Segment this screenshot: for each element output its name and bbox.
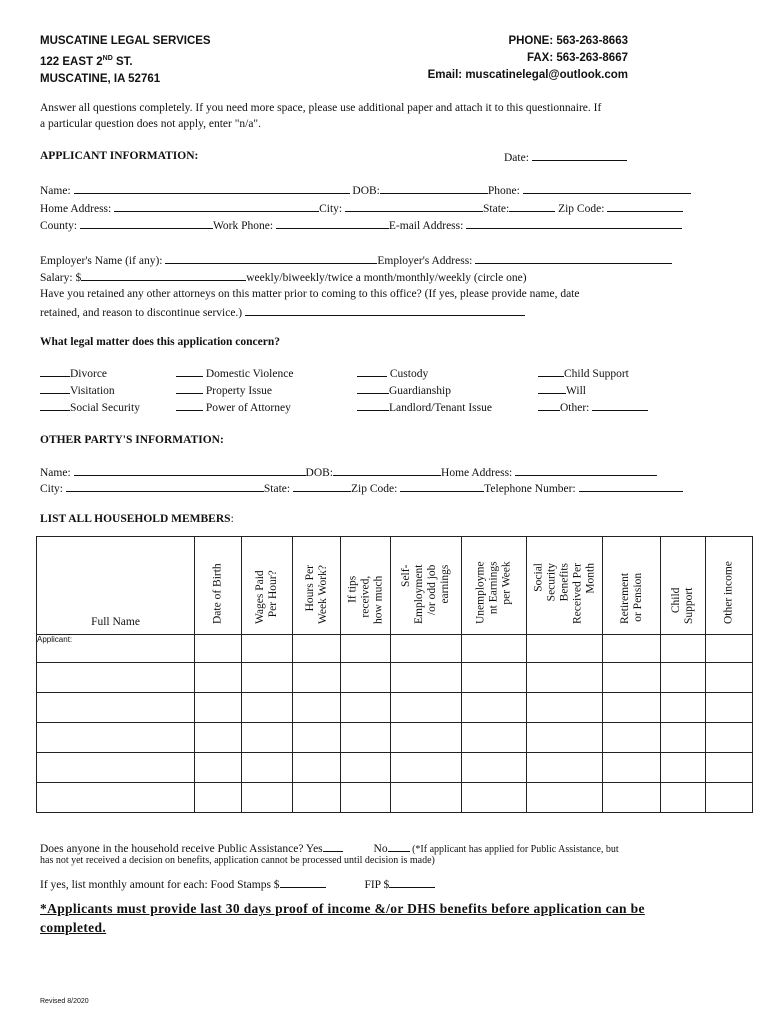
option-guardianship[interactable]: Guardianship xyxy=(357,383,492,400)
applicant-row3: County: Work Phone: E-mail Address: xyxy=(40,218,682,232)
employer-address-blank[interactable] xyxy=(475,253,672,264)
org-address-line1: 122 EAST 2ND ST. xyxy=(40,55,133,68)
employer-name-blank[interactable] xyxy=(165,253,377,264)
assistance-amounts: If yes, list monthly amount for each: Food Stamps $ FIP $ xyxy=(40,877,435,891)
applicant-row1: Name: DOB: Phone: xyxy=(40,183,691,197)
assistance-line1: Does anyone in the household receive Public Assistance? Yes No (*If applicant has applied for Public Assistance, but xyxy=(40,843,619,855)
assistance-no-blank[interactable] xyxy=(388,841,410,852)
org-fax: FAX: 563-263-8667 xyxy=(526,52,628,64)
option-child-support[interactable]: Child Support xyxy=(538,366,648,383)
legal-col2 xyxy=(176,366,293,417)
table-row xyxy=(37,783,753,813)
table-row xyxy=(37,753,753,783)
col-child-support: Child Support xyxy=(661,537,706,635)
assistance-line2: has not yet received a decision on benefits, application cannot be processed until decision is made) xyxy=(40,855,435,866)
dob-blank[interactable] xyxy=(380,183,488,194)
date-blank[interactable] xyxy=(532,150,627,161)
household-heading: LIST ALL HOUSEHOLD MEMBERS: xyxy=(40,513,234,525)
option-visitation[interactable]: Visitation xyxy=(40,383,140,400)
applicant-row2: Home Address: City: State: Zip Code: xyxy=(40,201,683,215)
table-row xyxy=(37,693,753,723)
county-blank[interactable] xyxy=(80,218,213,229)
applicant-label[interactable]: Applicant: xyxy=(37,635,195,663)
option-landlord-tenant[interactable]: Landlord/Tenant Issue xyxy=(357,400,492,417)
intro-line1: Answer all questions completely. If you need more space, please use additional paper and attach it to this questionnaire. If xyxy=(40,102,602,114)
applicant-heading: APPLICANT INFORMATION: xyxy=(40,150,199,162)
org-email: Email: muscatinelegal@outlook.com xyxy=(427,69,628,81)
other-blank[interactable] xyxy=(592,400,648,411)
phone-blank[interactable] xyxy=(523,183,691,194)
option-property-issue[interactable]: Property Issue xyxy=(176,383,293,400)
other-address-blank[interactable] xyxy=(515,465,657,476)
home-address-blank[interactable] xyxy=(114,201,319,212)
option-power-of-attorney[interactable]: Power of Attorney xyxy=(176,400,293,417)
food-stamps-blank[interactable] xyxy=(280,877,326,888)
work-phone-blank[interactable] xyxy=(276,218,389,229)
city-blank[interactable] xyxy=(345,201,483,212)
name-blank[interactable] xyxy=(74,183,350,194)
option-custody[interactable]: Custody xyxy=(357,366,492,383)
zip-blank[interactable] xyxy=(607,201,683,212)
date-field[interactable]: Date: xyxy=(504,150,627,164)
option-other[interactable]: Other: xyxy=(538,400,648,417)
other-city-blank[interactable] xyxy=(66,481,264,492)
col-other-income: Other income xyxy=(706,537,753,635)
table-row xyxy=(37,723,753,753)
col-date-of-birth: Date of Birth xyxy=(195,537,242,635)
option-social-security[interactable]: Social Security xyxy=(40,400,140,417)
other-zip-blank[interactable] xyxy=(400,481,484,492)
col-hours: Hours Per Week Work? xyxy=(293,537,341,635)
table-row xyxy=(37,663,753,693)
col-unemployment: Unemployme nt Earnings per Week xyxy=(462,537,527,635)
retained-blank[interactable] xyxy=(245,305,525,316)
salary-blank[interactable] xyxy=(81,270,246,281)
table-row-applicant xyxy=(37,635,753,663)
org-phone: PHONE: 563-263-8663 xyxy=(508,35,628,47)
legal-matter-heading: What legal matter does this application concern? xyxy=(40,336,280,348)
other-party-row1: Name: DOB: Home Address: xyxy=(40,465,657,479)
employer-row: Employer's Name (if any): Employer's Address: xyxy=(40,253,672,267)
col-tips: If tips received, how much xyxy=(341,537,391,635)
salary-row: Salary: $ weekly/biweekly/twice a month/monthly/weekly (circle one) xyxy=(40,272,527,284)
col-retirement: Retirement or Pension xyxy=(603,537,661,635)
col-self-employment: Self- Employment /or odd job earnings xyxy=(391,537,462,635)
other-state-blank[interactable] xyxy=(293,481,351,492)
org-address-line2: MUSCATINE, IA 52761 xyxy=(40,72,161,85)
fip-blank[interactable] xyxy=(389,877,435,888)
other-dob-blank[interactable] xyxy=(333,465,441,476)
intro-line2: a particular question does not apply, enter "n/a". xyxy=(40,118,262,130)
retained-line1: Have you retained any other attorneys on this matter prior to coming to this office? (If yes, please provide name, date xyxy=(40,288,580,300)
household-header-row xyxy=(37,537,753,635)
col-full-name: Full Name xyxy=(37,537,195,635)
other-telephone-blank[interactable] xyxy=(579,481,683,492)
proof-notice: *Applicants must provide last 30 days proof of income &/or DHS benefits before application can be completed. xyxy=(40,901,645,935)
org-name: MUSCATINE LEGAL SERVICES xyxy=(40,35,211,47)
option-will[interactable]: Will xyxy=(538,383,648,400)
option-divorce[interactable]: Divorce xyxy=(40,366,140,383)
other-name-blank[interactable] xyxy=(74,465,306,476)
state-blank[interactable] xyxy=(509,201,555,212)
assistance-yes-blank[interactable] xyxy=(323,841,343,852)
contact-block xyxy=(428,33,628,84)
legal-col4 xyxy=(538,366,648,417)
revised-date: Revised 8/2020 xyxy=(40,998,89,1005)
other-party-heading: OTHER PARTY'S INFORMATION: xyxy=(40,434,224,446)
option-domestic-violence[interactable]: Domestic Violence xyxy=(176,366,293,383)
other-party-row2: City: State: Zip Code: Telephone Number: xyxy=(40,481,683,495)
legal-col1 xyxy=(40,366,140,417)
col-social-security: Social Security Benefits Received Per Month xyxy=(527,537,603,635)
col-wages: Wages Paid Per Hour? xyxy=(242,537,293,635)
retained-row2: retained, and reason to discontinue service.) xyxy=(40,305,525,319)
legal-col3 xyxy=(357,366,492,417)
household-table xyxy=(36,536,753,813)
email-blank[interactable] xyxy=(466,218,682,229)
org-block xyxy=(40,33,211,88)
